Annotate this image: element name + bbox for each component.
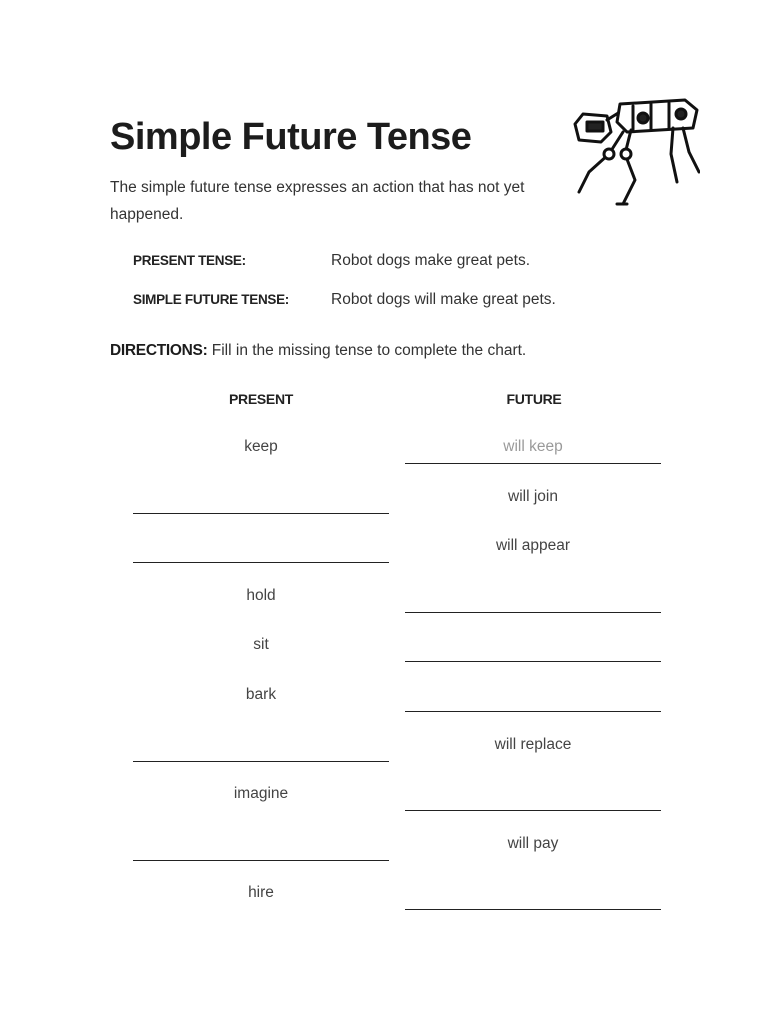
present-answer-line[interactable] (133, 761, 389, 762)
present-answer-line[interactable] (133, 562, 389, 563)
example-present-label: PRESENT TENSE: (133, 253, 246, 268)
future-answer-line[interactable] (405, 661, 661, 662)
example-present-sentence: Robot dogs make great pets. (331, 252, 531, 269)
future-word: will appear (495, 537, 571, 555)
present-word: bark (245, 686, 277, 703)
example-future-sentence: Robot dogs will make great pets. (331, 291, 556, 308)
future-word: will pay (507, 834, 559, 852)
present-word: sit (253, 636, 269, 654)
future-answer-line[interactable] (405, 810, 661, 811)
present-column-header: PRESENT (228, 391, 294, 407)
present-word: imagine (233, 785, 289, 803)
future-word: will keep (503, 438, 563, 455)
future-answer-line[interactable] (405, 711, 661, 712)
intro-text: The simple future tense expresses an action that has not yet happened. (110, 179, 525, 223)
directions (110, 342, 526, 360)
future-answer-line[interactable] (405, 612, 661, 613)
future-column-header: FUTURE (506, 391, 562, 407)
future-word: will replace (494, 735, 572, 753)
directions-text: Fill in the missing tense to complete the chart. (211, 342, 527, 359)
present-word: hire (248, 884, 274, 902)
example-future-label: SIMPLE FUTURE TENSE: (133, 292, 290, 307)
future-word: will join (508, 487, 558, 505)
future-answer-line[interactable] (405, 463, 661, 464)
future-answer-line[interactable] (405, 909, 661, 910)
present-answer-line[interactable] (133, 513, 389, 514)
page-title: Simple Future Tense (110, 116, 472, 158)
present-word: hold (246, 586, 276, 604)
present-answer-line[interactable] (133, 860, 389, 861)
present-word: keep (244, 438, 278, 455)
directions-label: DIRECTIONS: (110, 342, 208, 359)
robot-dog-icon (565, 92, 700, 227)
